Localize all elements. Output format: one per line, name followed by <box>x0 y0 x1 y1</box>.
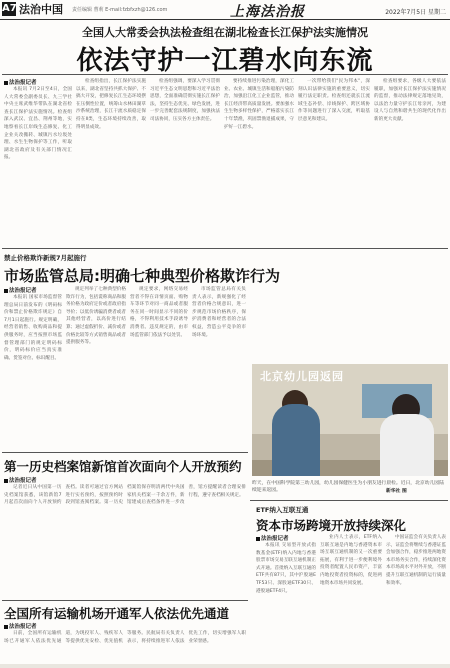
doctor-figure <box>380 414 434 476</box>
market-headline: 市场监管总局:明确七种典型价格欺诈行为 <box>4 267 281 285</box>
lead-headline: 依法守护一江碧水向东流 <box>76 46 374 76</box>
etf-byline: 法治报记者 <box>256 534 289 542</box>
market-column-2: 规定列举了七种典型价格欺诈行为，包括谎称商品和服务价格为政府定价或者政府指导价；以低价诱骗消费者或者其他经营者，以高价进行结算；通过虚假折价、减价或者价格比较等方式销售商品或者提供服务等。 <box>66 287 126 346</box>
photo-sign-text: 北京幼儿园返园 <box>260 370 344 383</box>
news-photo <box>252 364 448 476</box>
byline-marker-icon <box>4 289 8 293</box>
byline-marker-icon <box>256 537 260 541</box>
divider <box>250 500 448 501</box>
airports-byline: 法治报记者 <box>4 622 37 630</box>
divider <box>2 452 248 453</box>
byline-marker-icon <box>4 625 8 629</box>
lead-kicker: 全国人大常委会执法检查组在湖北检查长江保护法实施情况 <box>82 26 368 39</box>
lead-column-5: 一次带给我们"民为邦本"，深刻认识法律实施的重要意义，切实履行法定职责。检查组还就长江流域生态补偿、岸线保护、跨区域协作等问题进行了深入交流，听取基层意见和建议。 <box>298 79 370 122</box>
divider <box>2 74 448 75</box>
lead-column-4: 要持续推进污染治理，深化工业、农业、城镇生活和船舶污染防治，加强沿江化工企业监管，推动长江经济带高质量发展。要加强水生生物多样性保护，严格落实长江十年禁渔，巩固禁渔退捕成果，守护好一江碧水。 <box>224 79 294 130</box>
archive-body: 记者近日从中国第一历史档案馆获悉，该馆新馆7月起首次面向个人开放预约查档。读者可通过官方网站进行实名预约，按照预约时段到馆查阅档案。第一历史档案馆保存明清两代中央国家机关档案一千余万件，新馆建成后查档条件进一步改善，馆方提醒读者合理安排行程，遵守查档相关规定。 <box>4 485 246 506</box>
lead-column-3: 检查组强调，要深入学习贯彻习近平生态文明思想和习近平法治思想，全面准确贯彻实施长江保护法，坚持生态优先、绿色发展，进一步完善配套法规制度，加强执法司法协同，压实各方主体责任。 <box>150 79 220 122</box>
newspaper-logo: 上海法治报 <box>230 4 305 20</box>
market-byline: 法治报记者 <box>4 286 37 294</box>
page-footer-band <box>0 664 450 668</box>
issue-date: 2022年7月5日 星期二 <box>385 9 446 16</box>
byline-marker-icon <box>4 479 8 483</box>
market-column-1: 本报讯 国家市场监督管理总局日前发布的《明码标价和禁止价格欺诈规定》自7月1日起施行。规定明确，经营者销售、收购商品和提供服务时，应当按照市场监督管理部门的规定明码标价，明码标价应当真实准确、货签对位、标识醒目。 <box>4 295 62 361</box>
etf-column-1: 本报讯 交易型开放式指数基金(ETF)纳入内地与香港股票市场交易互联互通机制正式开通。首批纳入互联互通的ETF共有87只，其中沪股通ETF53只、深股通ETF30只、港股通ETF4只。 <box>256 543 316 594</box>
etf-headline: 资本市场跨境开放持续深化 <box>256 518 407 533</box>
etf-kicker: ETF纳入互联互通 <box>256 506 309 514</box>
page-number-badge: A7 <box>2 3 17 14</box>
etf-column-2: 业内人士表示，ETF纳入互联互通是内地与香港资本市场互联互通机制的又一次重要拓展，有利于进一步便利境外投资者配置人民币资产，丰富内地投资者投资标的，促进两地资本市场共同发展。 <box>320 535 382 586</box>
market-column-3: 规定要求，网络交易经营者不得在详情页面、购物车等环节对同一商品或者服务在同一时间显示不同的价格，不得利用技术手段诱导消费者。违反规定的，由市场监管部门依法予以处罚。 <box>130 287 188 338</box>
photo-credit: 新华社 图 <box>386 489 407 494</box>
photo-caption: 昨天，在中国科学院第三幼儿园，幼儿园保健医生为小朋友进行晨检。近日，北京幼儿园陆续迎来返园。 <box>252 481 444 493</box>
market-kicker: 禁止价格欺诈新规7月起施行 <box>4 254 87 262</box>
divider <box>2 600 248 601</box>
airports-body: 日前，全国所有运输机场已开通军人依法优先通道，为现役军人、残疾军人等提供优先安检、优先值机等服务。民航局有关负责人表示，将持续推进军人依法优先工作，切实增强军人职业荣誉感。 <box>4 631 246 644</box>
airports-headline: 全国所有运输机场开通军人依法优先通道 <box>4 606 230 621</box>
lead-column-6: 检查组要求，各级人大要依法履职，加强对长江保护法实施情况的监督，推动法律规定落地见效，以法治力量守护长江母亲河，为建设人与自然和谐共生的现代化作出新的更大贡献。 <box>374 79 446 122</box>
etf-column-3: 中国证监会有关负责人表示，证监会将继续与香港证监会加强合作，稳步推进两地资本市场务实合作，持续深化资本市场高水平对外开放，不断提升互联互通机制的运行质量和效率。 <box>386 535 446 586</box>
market-column-4: 市场监管总局有关负责人表示，新规强化了经营者价格合规意识，进一步规范市场价格秩序，保护消费者和经营者的合法权益，营造公平竞争的市场环境。 <box>192 287 246 338</box>
section-title: 法治中国 <box>19 3 63 16</box>
archive-headline: 第一历史档案馆新馆首次面向个人开放预约 <box>4 459 242 474</box>
masthead <box>0 0 450 20</box>
lead-column-1: 本报讯 7月2日至4日，全国人大常委会副委员长、九三学社中央主席武维华带队在湖北省检查长江保护法实施情况。检查组深入武汉、宜昌、荆州等地，实地察看长江岸线生态修复、化工企业关改搬转、城镇污水垃圾处理、水生生物保护等工作，听取湖北省政府及有关部门情况汇报。 <box>4 87 72 161</box>
byline-marker-icon <box>4 81 8 85</box>
lead-column-2: 检查组指出，长江保护法实施以来，湖北省坚持共抓大保护、不搞大开发，把修复长江生态环境摆在压倒性位置，统筹山水林田湖草沙系统治理，长江干流水质稳定保持在Ⅱ类，生态环境持续改善，取得明显成效。 <box>76 79 146 130</box>
editor-info: 责任编辑 曹莉 E-mail:fzbfxzh@126.com <box>72 7 168 13</box>
archive-byline: 法治报记者 <box>4 476 37 484</box>
child-figure <box>272 404 320 476</box>
lead-byline: 法治报记者 <box>4 78 37 86</box>
divider <box>2 248 448 249</box>
